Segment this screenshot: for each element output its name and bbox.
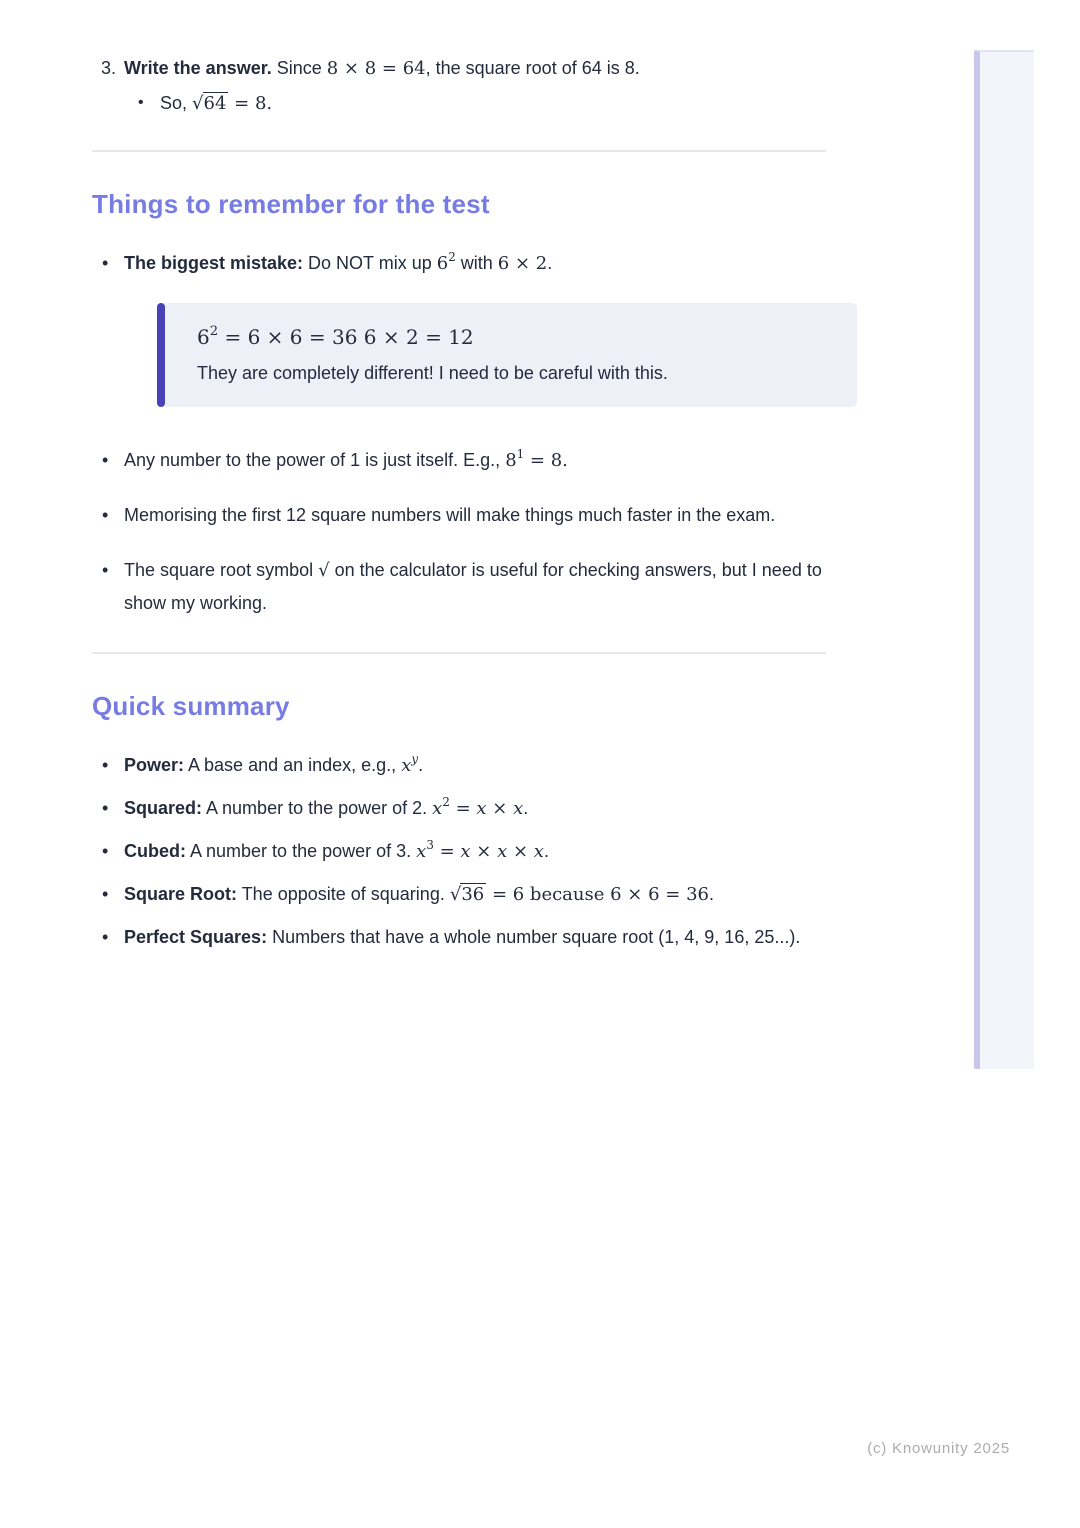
text-segment: A number to the power of 2. <box>202 798 433 818</box>
list-item <box>92 499 826 532</box>
text-segment: , the square root of 64 is 8. <box>425 58 640 78</box>
math-segment: = 6 × 6 = 36 6 × 2 = 12 <box>218 325 474 349</box>
sub-bullet-text <box>160 89 272 118</box>
bold-text: Square Root: <box>124 884 238 904</box>
text-segment: Do NOT mix up <box>303 253 437 273</box>
things-bullet-list <box>92 247 826 620</box>
bullet-text <box>124 505 775 525</box>
text-segment: . <box>523 798 529 818</box>
math-segment: √36 <box>449 884 485 905</box>
math-segment: $6^2$ <box>436 250 456 274</box>
text-segment: . <box>708 884 714 904</box>
bold-text: Perfect Squares: <box>124 927 268 947</box>
math-segment: $x^3$ <box>416 838 434 862</box>
list-item <box>92 554 826 620</box>
list-item <box>92 444 826 477</box>
text-segment: with <box>455 253 498 273</box>
bullet-text <box>124 752 424 776</box>
math-segment: 6 × 2 <box>497 253 548 274</box>
list-item <box>92 921 826 954</box>
math-segment: x <box>476 798 487 819</box>
bold-text: Cubed: <box>124 841 186 861</box>
bold-text: The biggest mistake: <box>124 253 304 273</box>
section-divider <box>92 150 826 152</box>
text-segment: on the calculator is useful for checking answers, but I need to show my working. <box>124 560 822 613</box>
bold-text: Write the answer. <box>124 58 272 78</box>
text-segment: The opposite of squaring. <box>237 884 450 904</box>
math-segment: 8 × 8 = 64 <box>326 58 426 79</box>
list-item <box>92 89 826 118</box>
section-title-quick-summary: Quick summary <box>92 691 290 721</box>
bold-text: Power: <box>124 755 185 775</box>
text-segment: The square root symbol <box>124 560 319 580</box>
bullet-text <box>124 250 553 274</box>
callout-math-line <box>197 324 833 351</box>
callout-accent-bar <box>157 303 165 407</box>
section-divider <box>92 652 826 654</box>
math-segment: × <box>507 841 534 862</box>
list-item <box>92 247 826 407</box>
bold-text: Squared: <box>124 798 203 818</box>
text-segment: Since <box>271 58 327 78</box>
math-segment: × <box>486 798 514 819</box>
callout-text-line: They are completely different! I need to be careful with this. <box>197 363 668 383</box>
math-segment: = <box>433 841 461 862</box>
math-segment: x <box>460 841 471 862</box>
text-segment: So, <box>160 93 193 113</box>
numbered-step <box>92 54 826 83</box>
text-segment: A number to the power of 3. <box>186 841 417 861</box>
list-item <box>92 835 826 868</box>
math-segment: x <box>513 798 524 819</box>
text-segment: . <box>418 755 424 775</box>
summary-bullet-list <box>92 749 826 954</box>
bullet-text <box>124 927 800 947</box>
bullet-text <box>124 884 714 904</box>
step-number: 3. <box>101 58 117 78</box>
list-item <box>92 792 826 825</box>
text-segment: Numbers that have a whole number square root (1, 4, 9, 16, 25...). <box>267 927 801 947</box>
math-segment: $6^2$ <box>197 324 219 349</box>
callout-box <box>157 303 857 407</box>
math-segment: √ <box>318 560 330 581</box>
math-segment: $x^y$ <box>401 752 419 776</box>
text-segment: Memorising the first 12 square numbers will make things much faster in the exam. <box>124 505 776 525</box>
text-segment: . <box>547 253 553 273</box>
list-item <box>92 749 826 782</box>
math-segment: = 8. <box>524 450 568 471</box>
text-segment: A base and an index, e.g., <box>184 755 402 775</box>
math-segment: x <box>497 841 508 862</box>
text-segment: . <box>543 841 549 861</box>
math-segment: √64 <box>192 93 227 114</box>
math-segment: x <box>533 841 544 862</box>
math-segment: = 8. <box>228 93 273 114</box>
page-content <box>92 54 826 964</box>
bullet-text <box>124 838 549 862</box>
math-segment: $x^2$ <box>432 795 450 819</box>
section-title-things-to-remember: Things to remember for the test <box>92 189 490 219</box>
bullet-text <box>124 560 822 613</box>
math-segment: × <box>470 841 498 862</box>
text-segment: Any number to the power of 1 is just itself. E.g., <box>124 450 506 470</box>
math-segment: = 6 because 6 × 6 = 36 <box>486 884 709 905</box>
bullet-text <box>124 447 568 471</box>
list-item <box>92 878 826 911</box>
bullet-text <box>124 795 529 819</box>
side-panel-edge <box>974 50 1034 1069</box>
math-segment: = <box>449 798 477 819</box>
step-text <box>124 54 640 83</box>
copyright-footer: (c) Knowunity 2025 <box>867 1440 1010 1457</box>
math-segment: $8^1$ <box>505 447 525 471</box>
bullet-dot: • <box>138 94 144 111</box>
